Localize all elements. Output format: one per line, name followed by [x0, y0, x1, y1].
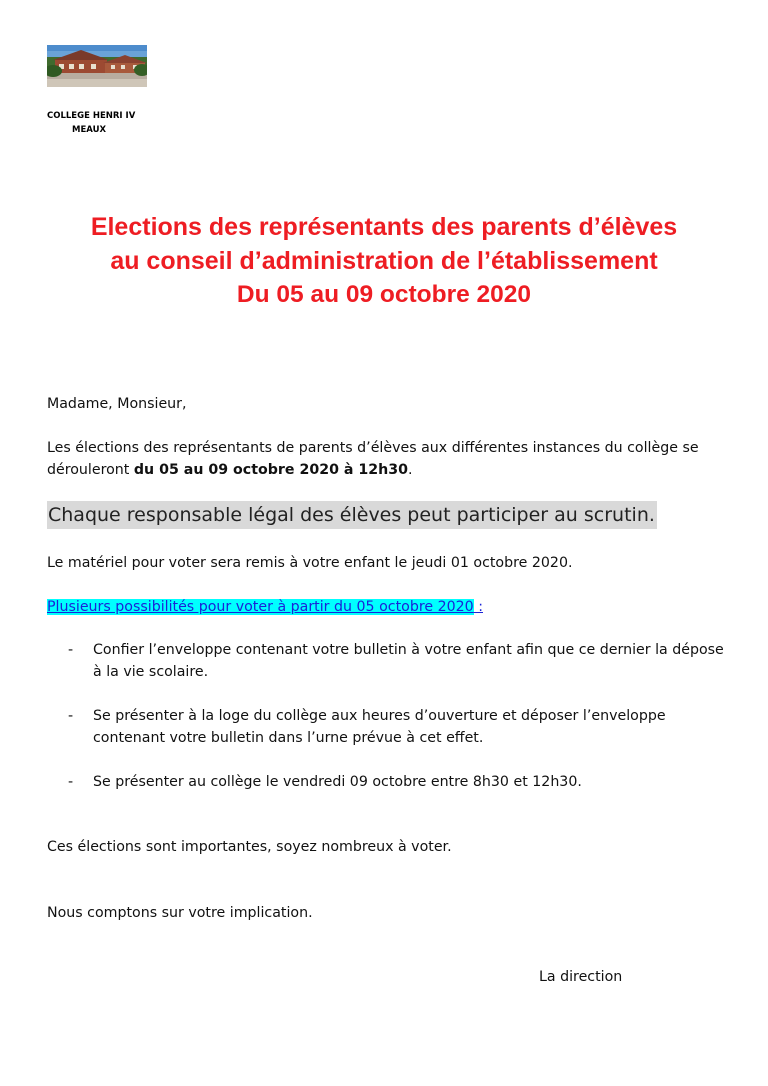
school-name-block: [47, 109, 167, 137]
title-line-1: Elections des représentants des parents d’élèves: [90, 213, 678, 241]
list-item: [68, 771, 728, 793]
bullet-dash: -: [68, 708, 74, 724]
highlight-statement: Chaque responsable légal des élèves peut participer au scrutin.: [47, 501, 657, 529]
importance-paragraph: Ces élections sont importantes, soyez nombreux à voter.: [47, 839, 452, 855]
school-building-photo: [47, 45, 147, 87]
title-line-2: au conseil d’administration de l’établissement: [110, 247, 658, 275]
intro-dates: du 05 au 09 octobre 2020 à 12h30: [133, 462, 408, 478]
option-2: Se présenter à la loge du collège aux heures d’ouverture et déposer l’enveloppe contenant votre bulletin dans l’urne prévue à cet effet.: [93, 708, 666, 746]
closing-paragraph: Nous comptons sur votre implication.: [47, 905, 313, 921]
option-1: Confier l’enveloppe contenant votre bulletin à votre enfant afin que ce dernier la dépose à la vie scolaire.: [93, 642, 724, 680]
list-item: [68, 639, 728, 683]
option-3: Se présenter au collège le vendredi 09 octobre entre 8h30 et 12h30.: [93, 774, 582, 790]
school-name: COLLEGE HENRI IV: [47, 111, 136, 121]
options-title: Plusieurs possibilités pour voter à partir du 05 octobre 2020: [47, 599, 474, 615]
greeting: Madame, Monsieur,: [47, 396, 187, 412]
options-heading: [47, 596, 727, 618]
school-city: MEAUX: [72, 125, 107, 135]
material-paragraph: Le matériel pour voter sera remis à votre enfant le jeudi 01 octobre 2020.: [47, 555, 573, 571]
intro-paragraph: [47, 437, 727, 481]
bullet-dash: -: [68, 642, 74, 658]
signature: La direction: [539, 969, 623, 985]
title-line-3: Du 05 au 09 octobre 2020: [236, 281, 532, 308]
intro-end: .: [407, 462, 413, 478]
options-colon: :: [473, 599, 483, 615]
intro-text: Les élections des représentants de parents d’élèves aux différentes instances du collège se dérouleront: [47, 440, 699, 478]
bullet-dash: -: [68, 774, 74, 790]
list-item: [68, 705, 728, 749]
page-title: [30, 210, 738, 312]
